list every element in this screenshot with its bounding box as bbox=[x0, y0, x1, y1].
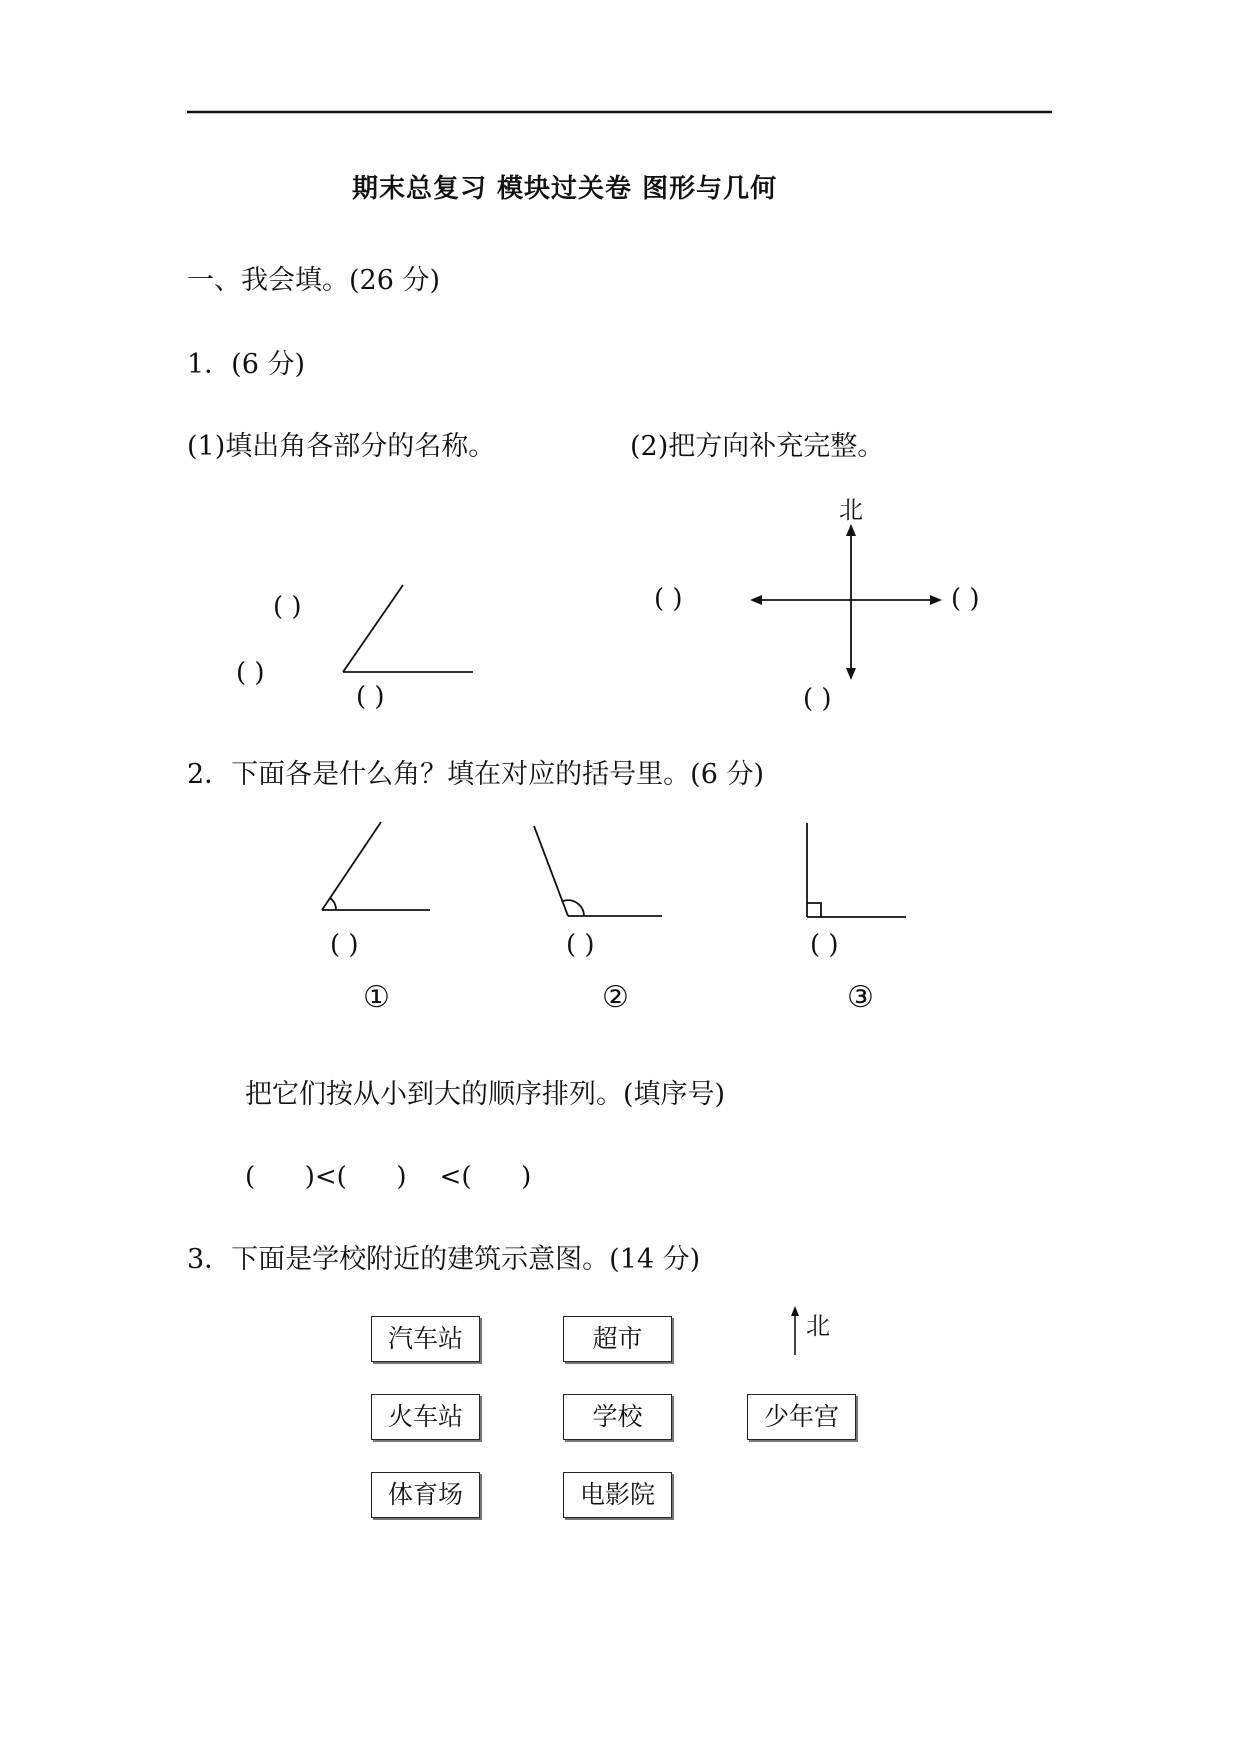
angle-arc-1 bbox=[330, 898, 336, 910]
building-supermarket: 超市 bbox=[563, 1316, 672, 1362]
compass-north-label: 北 bbox=[839, 496, 863, 524]
direction-west-blank[interactable]: ( ) bbox=[654, 584, 683, 614]
map-north-label: 北 bbox=[806, 1312, 830, 1340]
building-stadium: 体育场 bbox=[371, 1472, 480, 1518]
angle-side-upper bbox=[343, 585, 403, 672]
order-blanks[interactable]: ( )<( ) <( ) bbox=[245, 1162, 532, 1192]
angle-2-blank[interactable]: ( ) bbox=[566, 930, 595, 960]
right-angle-mark bbox=[807, 903, 821, 917]
arrow-right-icon bbox=[930, 595, 942, 605]
north-arrow-icon bbox=[791, 1306, 799, 1316]
page-title: 期末总复习 模块过关卷 图形与几何 bbox=[352, 174, 778, 204]
angle-side-blank-upper[interactable]: ( ) bbox=[236, 658, 265, 688]
arrow-down-icon bbox=[846, 668, 856, 680]
angle-1-acute bbox=[322, 822, 430, 910]
building-youth-palace: 少年宫 bbox=[747, 1394, 856, 1440]
arrow-up-icon bbox=[846, 524, 856, 536]
angle-number-3: ③ bbox=[847, 980, 874, 1015]
angle-number-2: ② bbox=[602, 980, 629, 1015]
direction-east-blank[interactable]: ( ) bbox=[951, 584, 980, 614]
building-bus-station: 汽车站 bbox=[371, 1316, 480, 1362]
angle-number-1: ① bbox=[363, 980, 390, 1015]
building-school: 学校 bbox=[563, 1394, 672, 1440]
order-instruction: 把它们按从小到大的顺序排列。(填序号) bbox=[245, 1079, 726, 1110]
angle-side-blank-lower[interactable]: ( ) bbox=[356, 682, 385, 712]
section-heading: 一、我会填。(26 分) bbox=[187, 265, 441, 296]
arrow-left-icon bbox=[750, 595, 762, 605]
map-north-arrow bbox=[791, 1306, 799, 1355]
q3-label: 3．下面是学校附近的建筑示意图。(14 分) bbox=[187, 1244, 701, 1275]
angle-3-blank[interactable]: ( ) bbox=[810, 930, 839, 960]
q1-label: 1．(6 分) bbox=[187, 349, 306, 380]
angle-2-obtuse bbox=[534, 826, 662, 916]
building-train-station: 火车站 bbox=[371, 1394, 480, 1440]
direction-cross bbox=[750, 524, 942, 680]
q2-label: 2．下面各是什么角？填在对应的括号里。(6 分) bbox=[187, 759, 765, 790]
angle-1-blank[interactable]: ( ) bbox=[330, 930, 359, 960]
q1-part1-text: (1)填出角各部分的名称。 bbox=[187, 431, 496, 462]
building-cinema: 电影院 bbox=[563, 1472, 672, 1518]
angle-figure bbox=[343, 585, 473, 672]
q1-part2-text: (2)把方向补充完整。 bbox=[630, 431, 885, 462]
direction-south-blank[interactable]: ( ) bbox=[803, 684, 832, 714]
angle-vertex-blank[interactable]: ( ) bbox=[273, 592, 302, 622]
angle-3-right bbox=[807, 823, 906, 917]
